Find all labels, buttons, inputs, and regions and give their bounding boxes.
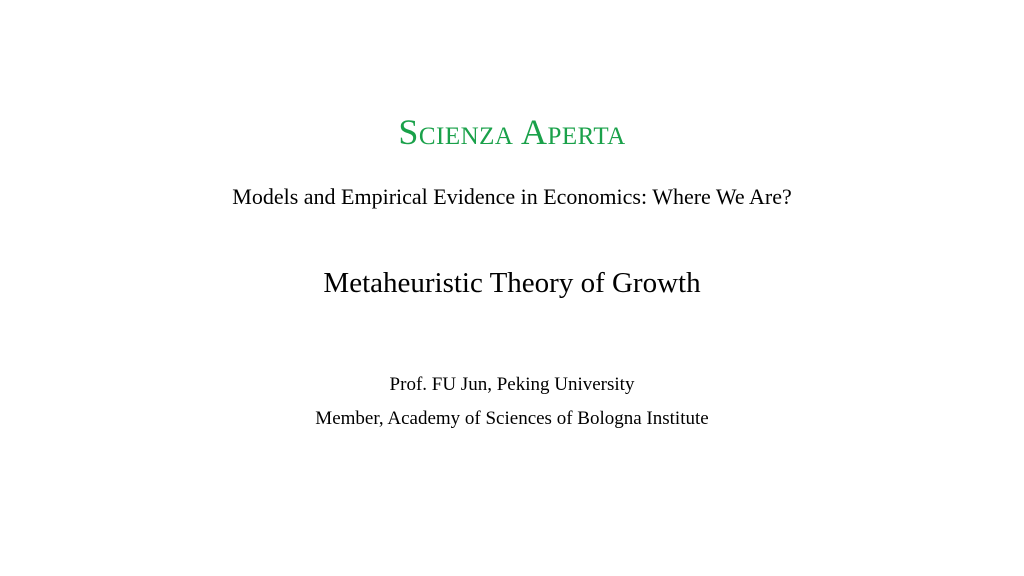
series-title: Scienza Aperta [398,112,626,152]
event-subtitle: Models and Empirical Evidence in Economics: Where We Are? [232,184,792,209]
talk-title: Metaheuristic Theory of Growth [323,267,701,299]
affiliation-line: Member, Academy of Sciences of Bologna Institute [315,408,709,429]
speaker-line: Prof. FU Jun, Peking University [389,374,635,395]
